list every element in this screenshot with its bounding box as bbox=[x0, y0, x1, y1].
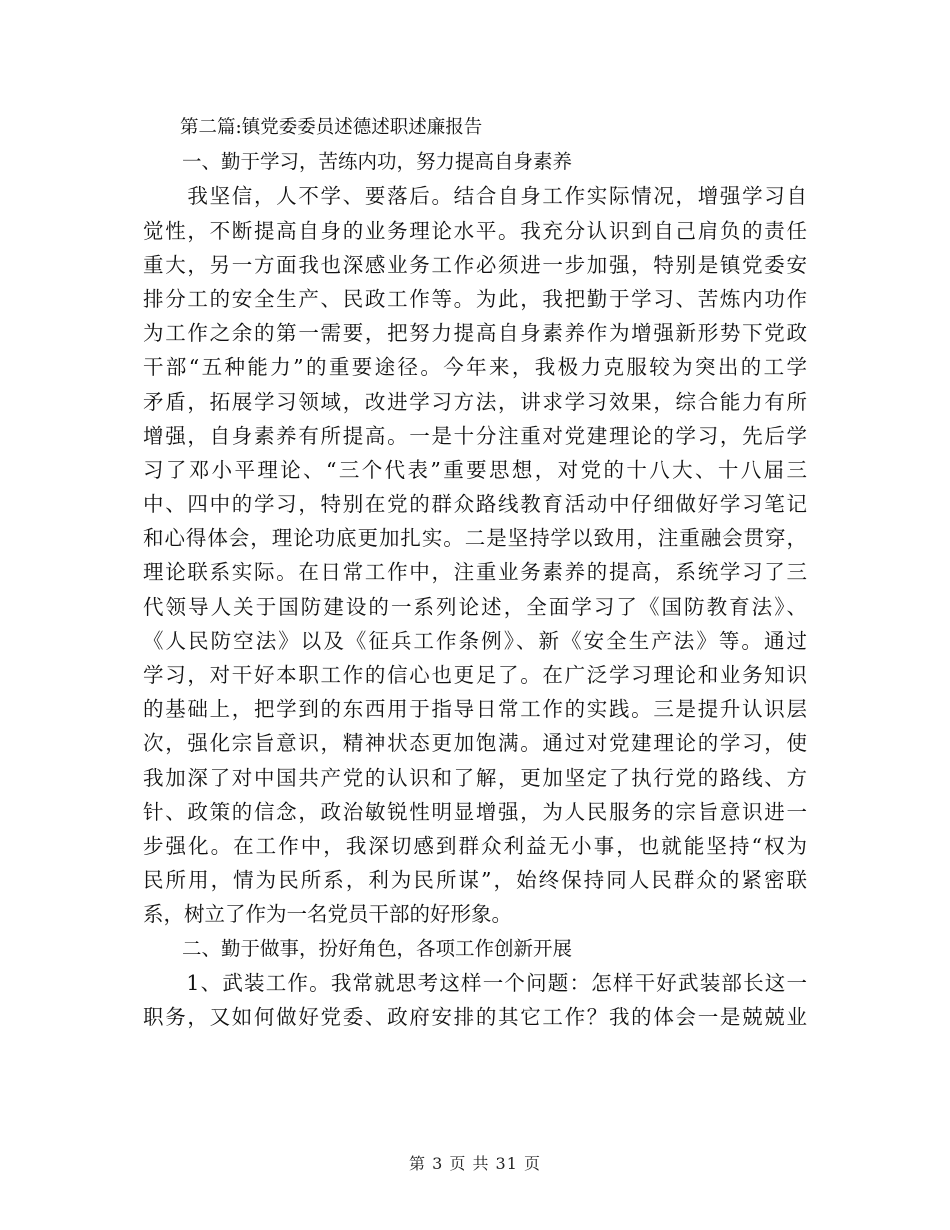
paragraph-line: 针、政策的信念，政治敏锐性明显增强，为人民服务的宗旨意识进一 bbox=[143, 799, 807, 824]
paragraph-line: 排分工的安全生产、民政工作等。为此，我把勤于学习、苦炼内功作 bbox=[143, 286, 807, 311]
paragraph-line: 1、武装工作。我常就思考这样一个问题：怎样干好武装部长这一 bbox=[143, 970, 807, 995]
paragraph-line: 代领导人关于国防建设的一系列论述，全面学习了《国防教育法》、 bbox=[143, 594, 807, 619]
page-number-footer: 第 3 页 共 31 页 bbox=[409, 1154, 541, 1173]
paragraph-line: 干部“五种能力”的重要途径。今年来，我极力克服较为突出的工学 bbox=[143, 355, 807, 380]
paragraph-line: 的基础上，把学到的东西用于指导日常工作的实践。三是提升认识层 bbox=[143, 697, 807, 722]
section-heading: 二、勤于做事，扮好角色，各项工作创新开展 bbox=[143, 936, 573, 960]
paragraph-line: 觉性，不断提高自身的业务理论水平。我充分认识到自己肩负的责任 bbox=[143, 218, 807, 243]
paragraph-line: 学习，对干好本职工作的信心也更足了。在广泛学习理论和业务知识 bbox=[143, 663, 807, 687]
paragraph-line: 次，强化宗旨意识，精神状态更加饱满。通过对党建理论的学习，使 bbox=[143, 731, 807, 756]
paragraph-line: 我加深了对中国共产党的认识和了解，更加坚定了执行党的路线、方 bbox=[143, 765, 807, 790]
paragraph-line: 职务，又如何做好党委、政府安排的其它工作？我的体会一是兢兢业 bbox=[143, 1004, 807, 1029]
paragraph-line: 和心得体会，理论功底更加扎实。二是坚持学以致用，注重融会贯穿， bbox=[143, 526, 807, 551]
paragraph-line: 我坚信，人不学、要落后。结合自身工作实际情况，增强学习自 bbox=[143, 184, 807, 209]
paragraph-line: 矛盾，拓展学习领域，改进学习方法，讲求学习效果，综合能力有所 bbox=[143, 389, 807, 414]
paragraph-line: 重大，另一方面我也深感业务工作必须进一步加强，特别是镇党委安 bbox=[143, 252, 807, 277]
document-title: 第二篇:镇党委委员述德述职述廉报告 bbox=[143, 117, 483, 138]
paragraph-line: 理论联系实际。在日常工作中，注重业务素养的提高，系统学习了三 bbox=[143, 560, 807, 585]
paragraph-line: 民所用，情为民所系，利为民所谋”，始终保持同人民群众的紧密联 bbox=[143, 868, 807, 893]
paragraph-line: 系，树立了作为一名党员干部的好形象。 bbox=[143, 902, 512, 927]
paragraph-line: 为工作之余的第一需要，把努力提高自身素养作为增强新形势下党政 bbox=[143, 321, 807, 346]
paragraph-line: 《人民防空法》以及《征兵工作条例》、新《安全生产法》等。通过 bbox=[143, 628, 807, 653]
paragraph-line: 习了邓小平理论、“三个代表”重要思想，对党的十八大、十八届三 bbox=[143, 457, 807, 482]
document-body bbox=[143, 111, 807, 1034]
paragraph-line: 步强化。在工作中，我深切感到群众利益无小事，也就能坚持“权为 bbox=[143, 833, 807, 858]
paragraph-line: 中、四中的学习，特别在党的群众路线教育活动中仔细做好学习笔记 bbox=[143, 492, 807, 517]
paragraph-line: 增强，自身素养有所提高。一是十分注重对党建理论的学习，先后学 bbox=[143, 423, 807, 448]
section-heading: 一、勤于学习，苦练内功，努力提高自身素养 bbox=[143, 150, 573, 174]
